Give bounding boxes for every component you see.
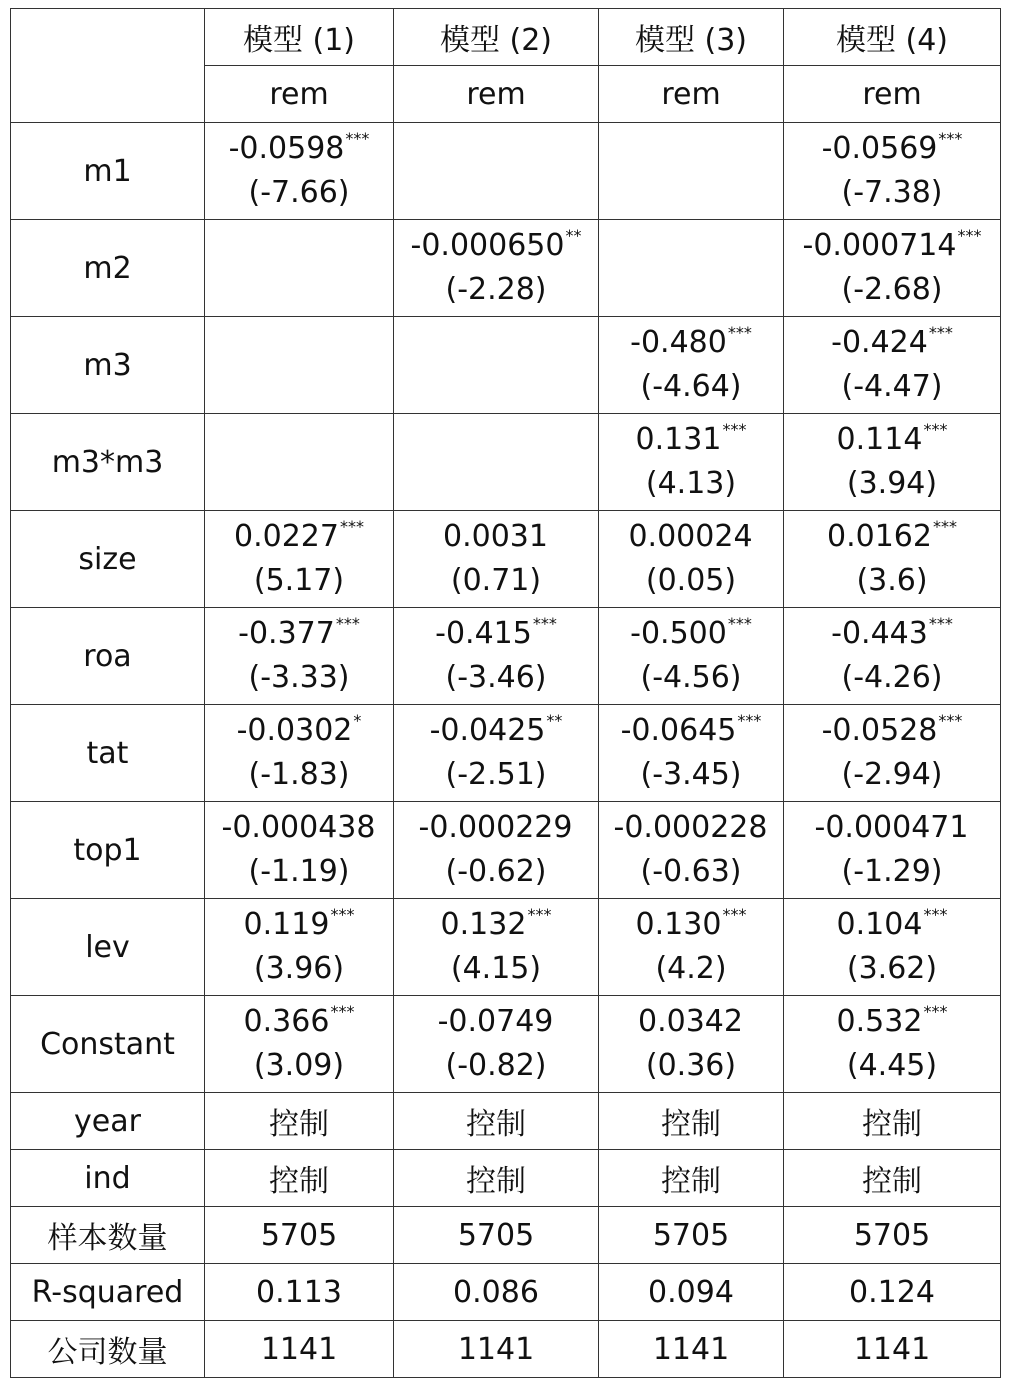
- significance-stars: ***: [727, 323, 752, 342]
- table-row: [11, 705, 1001, 802]
- footer-value-cell: 0.094: [599, 1264, 784, 1321]
- row-label: ind: [11, 1150, 205, 1207]
- t-statistic: (3.09): [253, 1048, 345, 1083]
- footer-value-cell: 控制: [784, 1150, 1001, 1207]
- footer-row: [11, 1150, 1001, 1207]
- coef-cell: [599, 996, 784, 1093]
- row-label: m1: [11, 123, 205, 220]
- model-header: 模型 (3): [599, 9, 784, 66]
- coefficient-value: 0.0227: [234, 519, 339, 554]
- coefficient-line: [599, 149, 783, 193]
- coef-cell: [599, 608, 784, 705]
- table-row: [11, 899, 1001, 996]
- coefficient-line: [394, 905, 598, 949]
- table-row: [11, 996, 1001, 1093]
- coefficient-line: [784, 808, 1000, 852]
- footer-value-cell: 0.113: [205, 1264, 394, 1321]
- t-statistic: (-2.28): [445, 272, 547, 307]
- header-corner-cell: [11, 9, 205, 123]
- table-row: [11, 802, 1001, 899]
- depvar-header: rem: [599, 66, 784, 123]
- coef-cell: [394, 317, 599, 414]
- footer-value-cell: 控制: [205, 1150, 394, 1207]
- coefficient-line: [205, 905, 393, 949]
- coef-cell: [205, 705, 394, 802]
- t-statistic: (-0.82): [445, 1048, 547, 1083]
- t-statistic: (-2.51): [445, 757, 547, 792]
- coefficient-value: -0.0749: [437, 1004, 554, 1039]
- coefficient-value: 0.119: [243, 907, 330, 942]
- coefficient-value: 0.0162: [827, 519, 932, 554]
- row-label: size: [11, 511, 205, 608]
- coefficient-value: -0.000438: [221, 810, 376, 845]
- coef-cell: [784, 123, 1001, 220]
- coef-cell: [784, 996, 1001, 1093]
- coef-cell: [599, 414, 784, 511]
- footer-value-cell: 控制: [784, 1093, 1001, 1150]
- coef-cell: [205, 608, 394, 705]
- row-label: 公司数量: [11, 1321, 205, 1378]
- coefficient-line: [394, 808, 598, 852]
- table-row: [11, 511, 1001, 608]
- significance-stars: **: [565, 226, 582, 245]
- coefficient-value: -0.377: [238, 616, 335, 651]
- coefficient-value: 0.131: [635, 422, 722, 457]
- coefficient-line: [205, 711, 393, 755]
- row-label: lev: [11, 899, 205, 996]
- t-statistic: (-2.94): [841, 757, 943, 792]
- t-statistic: (-4.56): [640, 660, 742, 695]
- coefficient-line: [599, 246, 783, 290]
- coefficient-line: [394, 343, 598, 387]
- footer-value-cell: 控制: [599, 1150, 784, 1207]
- coefficient-value: -0.0425: [429, 713, 546, 748]
- significance-stars: ***: [923, 1002, 948, 1021]
- coefficient-line: [784, 905, 1000, 949]
- coefficient-line: [205, 808, 393, 852]
- coefficient-line: [394, 226, 598, 270]
- row-label: Constant: [11, 996, 205, 1093]
- table-row: [11, 608, 1001, 705]
- significance-stars: ***: [928, 323, 953, 342]
- significance-stars: ***: [923, 420, 948, 439]
- coef-cell: [394, 414, 599, 511]
- coefficient-value: 0.132: [440, 907, 527, 942]
- footer-row: [11, 1093, 1001, 1150]
- row-label: m2: [11, 220, 205, 317]
- coefficient-value: 0.104: [836, 907, 923, 942]
- coefficient-line: [205, 129, 393, 173]
- significance-stars: ***: [532, 614, 557, 633]
- significance-stars: ***: [938, 711, 963, 730]
- coef-cell: [205, 414, 394, 511]
- footer-value-cell: 1141: [599, 1321, 784, 1378]
- t-statistic: (-0.63): [640, 854, 742, 889]
- t-statistic: (4.2): [655, 951, 727, 986]
- coefficient-line: [784, 1002, 1000, 1046]
- coef-cell: [784, 414, 1001, 511]
- t-statistic: (-3.46): [445, 660, 547, 695]
- coef-cell: [599, 511, 784, 608]
- coefficient-line: [599, 323, 783, 367]
- coefficient-value: 0.0031: [443, 519, 548, 554]
- coef-cell: [784, 317, 1001, 414]
- coefficient-value: -0.0569: [821, 131, 938, 166]
- coef-cell: [784, 511, 1001, 608]
- row-label: R-squared: [11, 1264, 205, 1321]
- coefficient-line: [394, 440, 598, 484]
- t-statistic: (-4.26): [841, 660, 943, 695]
- coefficient-line: [784, 129, 1000, 173]
- model-header: 模型 (4): [784, 9, 1001, 66]
- coefficient-line: [784, 226, 1000, 270]
- row-label: m3: [11, 317, 205, 414]
- regression-table: [10, 8, 1001, 1378]
- coefficient-line: [205, 440, 393, 484]
- coefficient-line: [599, 420, 783, 464]
- coefficient-value: 0.130: [635, 907, 722, 942]
- header-row-models: [11, 9, 1001, 66]
- coefficient-line: [599, 808, 783, 852]
- significance-stars: ***: [335, 614, 360, 633]
- t-statistic: (-4.47): [841, 369, 943, 404]
- coefficient-line: [784, 614, 1000, 658]
- row-label: 样本数量: [11, 1207, 205, 1264]
- footer-value-cell: 5705: [784, 1207, 1001, 1264]
- coefficient-value: -0.424: [831, 325, 928, 360]
- coefficient-line: [394, 149, 598, 193]
- t-statistic: (-3.33): [248, 660, 350, 695]
- coef-cell: [394, 608, 599, 705]
- coefficient-rows: [11, 123, 1001, 1093]
- coef-cell: [394, 705, 599, 802]
- footer-row: [11, 1207, 1001, 1264]
- coefficient-line: [394, 614, 598, 658]
- footer-value-cell: 控制: [205, 1093, 394, 1150]
- t-statistic: (0.71): [450, 563, 542, 598]
- t-statistic: (0.36): [645, 1048, 737, 1083]
- significance-stars: ***: [923, 905, 948, 924]
- table-row: [11, 414, 1001, 511]
- coef-cell: [205, 123, 394, 220]
- footer-value-cell: 5705: [205, 1207, 394, 1264]
- row-label: m3*m3: [11, 414, 205, 511]
- footer-value-cell: 5705: [599, 1207, 784, 1264]
- coefficient-line: [394, 1002, 598, 1046]
- coef-cell: [784, 220, 1001, 317]
- t-statistic: (3.94): [846, 466, 938, 501]
- t-statistic: (0.05): [645, 563, 737, 598]
- significance-stars: ***: [330, 905, 355, 924]
- coef-cell: [784, 705, 1001, 802]
- coefficient-value: 0.0342: [638, 1004, 743, 1039]
- coefficient-line: [205, 614, 393, 658]
- coefficient-value: 0.114: [836, 422, 923, 457]
- coefficient-line: [205, 517, 393, 561]
- footer-value-cell: 0.086: [394, 1264, 599, 1321]
- row-label: tat: [11, 705, 205, 802]
- coef-cell: [394, 899, 599, 996]
- coef-cell: [599, 899, 784, 996]
- significance-stars: ***: [722, 420, 747, 439]
- coefficient-line: [784, 420, 1000, 464]
- t-statistic: (-1.29): [841, 854, 943, 889]
- depvar-header: rem: [784, 66, 1001, 123]
- t-statistic: (4.45): [846, 1048, 938, 1083]
- coefficient-value: 0.532: [836, 1004, 923, 1039]
- coefficient-value: -0.000228: [613, 810, 768, 845]
- significance-stars: ***: [722, 905, 747, 924]
- table-row: [11, 317, 1001, 414]
- coef-cell: [205, 317, 394, 414]
- coef-cell: [599, 220, 784, 317]
- row-label: top1: [11, 802, 205, 899]
- coef-cell: [599, 802, 784, 899]
- footer-value-cell: 控制: [599, 1093, 784, 1150]
- coef-cell: [205, 511, 394, 608]
- table-row: [11, 123, 1001, 220]
- coefficient-line: [784, 517, 1000, 561]
- coefficient-line: [599, 1002, 783, 1046]
- depvar-header: rem: [205, 66, 394, 123]
- t-statistic: (4.13): [645, 466, 737, 501]
- t-statistic: (-3.45): [640, 757, 742, 792]
- row-label: year: [11, 1093, 205, 1150]
- coef-cell: [599, 705, 784, 802]
- t-statistic: (-1.19): [248, 854, 350, 889]
- significance-stars: ***: [938, 129, 963, 148]
- significance-stars: ***: [928, 614, 953, 633]
- table-row: [11, 220, 1001, 317]
- coefficient-value: -0.000471: [814, 810, 969, 845]
- t-statistic: (3.6): [856, 563, 928, 598]
- coefficient-value: -0.443: [831, 616, 928, 651]
- coefficient-line: [784, 711, 1000, 755]
- t-statistic: (-4.64): [640, 369, 742, 404]
- coefficient-value: 0.366: [243, 1004, 330, 1039]
- coef-cell: [394, 996, 599, 1093]
- model-header: 模型 (1): [205, 9, 394, 66]
- footer-row: [11, 1321, 1001, 1378]
- significance-stars: ***: [932, 517, 957, 536]
- footer-value-cell: 5705: [394, 1207, 599, 1264]
- coef-cell: [205, 899, 394, 996]
- coef-cell: [784, 899, 1001, 996]
- coefficient-value: -0.000229: [418, 810, 573, 845]
- significance-stars: ***: [727, 614, 752, 633]
- coefficient-value: -0.000650: [410, 228, 565, 263]
- coefficient-value: -0.0528: [821, 713, 938, 748]
- significance-stars: ***: [339, 517, 364, 536]
- coef-cell: [205, 802, 394, 899]
- row-label: roa: [11, 608, 205, 705]
- t-statistic: (3.96): [253, 951, 345, 986]
- significance-stars: ***: [527, 905, 552, 924]
- footer-value-cell: 0.124: [784, 1264, 1001, 1321]
- coefficient-line: [599, 517, 783, 561]
- t-statistic: (4.15): [450, 951, 542, 986]
- coefficient-line: [205, 246, 393, 290]
- significance-stars: ***: [957, 226, 982, 245]
- significance-stars: ***: [345, 129, 370, 148]
- coef-cell: [599, 317, 784, 414]
- coef-cell: [205, 996, 394, 1093]
- coef-cell: [784, 608, 1001, 705]
- coef-cell: [394, 511, 599, 608]
- footer-value-cell: 1141: [394, 1321, 599, 1378]
- coefficient-line: [205, 343, 393, 387]
- significance-stars: **: [546, 711, 563, 730]
- footer-value-cell: 控制: [394, 1093, 599, 1150]
- coefficient-value: -0.0598: [228, 131, 345, 166]
- significance-stars: *: [353, 711, 362, 730]
- footer-rows: [11, 1093, 1001, 1378]
- t-statistic: (-0.62): [445, 854, 547, 889]
- coefficient-line: [599, 711, 783, 755]
- coef-cell: [394, 220, 599, 317]
- depvar-header: rem: [394, 66, 599, 123]
- coefficient-value: -0.0645: [620, 713, 737, 748]
- coef-cell: [599, 123, 784, 220]
- footer-value-cell: 1141: [205, 1321, 394, 1378]
- t-statistic: (-1.83): [248, 757, 350, 792]
- coef-cell: [394, 123, 599, 220]
- coef-cell: [205, 220, 394, 317]
- coefficient-line: [599, 905, 783, 949]
- t-statistic: (-2.68): [841, 272, 943, 307]
- coefficient-line: [599, 614, 783, 658]
- coefficient-value: -0.0302: [236, 713, 353, 748]
- coef-cell: [394, 802, 599, 899]
- coefficient-line: [784, 323, 1000, 367]
- significance-stars: ***: [737, 711, 762, 730]
- coefficient-value: -0.480: [630, 325, 727, 360]
- coef-cell: [784, 802, 1001, 899]
- coefficient-value: -0.000714: [802, 228, 957, 263]
- coefficient-value: -0.500: [630, 616, 727, 651]
- coefficient-line: [394, 711, 598, 755]
- significance-stars: ***: [330, 1002, 355, 1021]
- model-header: 模型 (2): [394, 9, 599, 66]
- footer-value-cell: 控制: [394, 1150, 599, 1207]
- footer-row: [11, 1264, 1001, 1321]
- footer-value-cell: 1141: [784, 1321, 1001, 1378]
- t-statistic: (-7.38): [841, 175, 943, 210]
- coefficient-value: 0.00024: [628, 519, 753, 554]
- t-statistic: (3.62): [846, 951, 938, 986]
- t-statistic: (5.17): [253, 563, 345, 598]
- coefficient-line: [205, 1002, 393, 1046]
- regression-table-container: [10, 8, 1001, 1378]
- t-statistic: (-7.66): [248, 175, 350, 210]
- coefficient-value: -0.415: [435, 616, 532, 651]
- coefficient-line: [394, 517, 598, 561]
